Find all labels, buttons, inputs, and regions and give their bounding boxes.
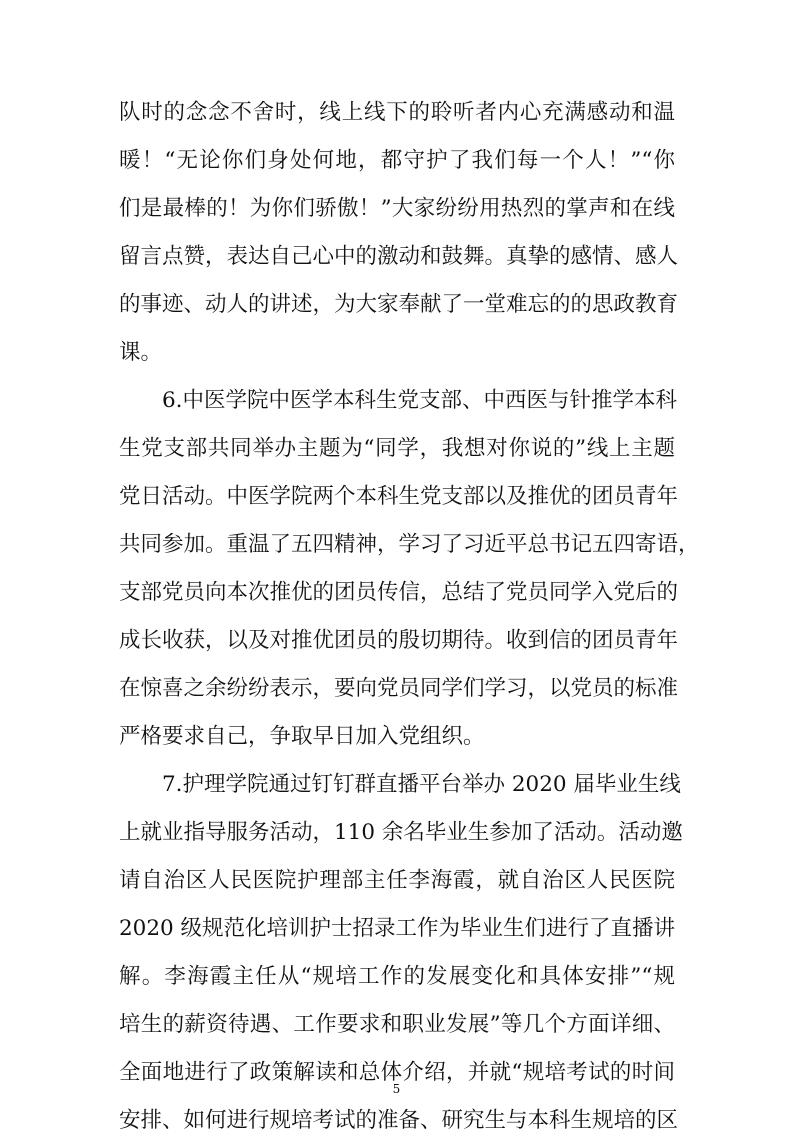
body-text-line: 解。李海霞主任从“规培工作的发展变化和具体安排”“规 xyxy=(119,964,675,989)
body-text-line: 严格要求自己，争取早日加入党组织。 xyxy=(119,724,485,749)
body-text-line: 党日活动。中医学院两个本科生党支部以及推优的团员青年 xyxy=(119,484,679,509)
body-text-line: 全面地进行了政策解读和总体介绍，并就“规培考试的时间 xyxy=(119,1060,675,1085)
body-text-line: 2020 级规范化培训护士招录工作为毕业生们进行了直播讲 xyxy=(119,916,676,941)
body-text-line: 共同参加。重温了五四精神，学习了习近平总书记五四寄语， xyxy=(119,532,700,557)
paragraph-6-first-line: 6.中医学院中医学本科生党支部、中西医与针推学本科 xyxy=(162,388,678,413)
body-text-line: 支部党员向本次推优的团员传信，总结了党员同学入党后的 xyxy=(119,580,679,605)
body-text-line: 的事迹、动人的讲述，为大家奉献了一堂难忘的的思政教育 xyxy=(119,292,679,317)
body-text-line: 培生的薪资待遇、工作要求和职业发展”等几个方面详细、 xyxy=(119,1012,675,1037)
page-number: 5 xyxy=(392,1082,401,1096)
body-text-line: 们是最棒的！为你们骄傲！”大家纷纷用热烈的掌声和在线 xyxy=(119,196,675,221)
body-text-line: 生党支部共同举办主题为“同学，我想对你说的”线上主题 xyxy=(119,436,675,461)
body-text-line: 留言点赞，表达自己心中的激动和鼓舞。真挚的感情、感人 xyxy=(119,244,679,269)
body-text-line: 在惊喜之余纷纷表示，要向党员同学们学习，以党员的标准 xyxy=(119,676,679,701)
body-text-line: 成长收获，以及对推优团员的殷切期待。收到信的团员青年 xyxy=(119,628,679,653)
body-text-line: 队时的念念不舍时，线上线下的聆听者内心充满感动和温 xyxy=(119,100,675,125)
body-text-line: 上就业指导服务活动，110 余名毕业生参加了活动。活动邀 xyxy=(119,820,683,845)
body-text-line: 安排、如何进行规培考试的准备、研究生与本科生规培的区 xyxy=(119,1108,679,1133)
paragraph-7-first-line: 7.护理学院通过钉钉群直播平台举办 2020 届毕业生线 xyxy=(162,772,681,797)
body-text-line: 课。 xyxy=(119,340,163,365)
body-text-line: 暖！“无论你们身处何地，都守护了我们每一个人！”“你 xyxy=(119,148,675,173)
body-text-line: 请自治区人民医院护理部主任李海霞，就自治区人民医院 xyxy=(119,868,675,893)
